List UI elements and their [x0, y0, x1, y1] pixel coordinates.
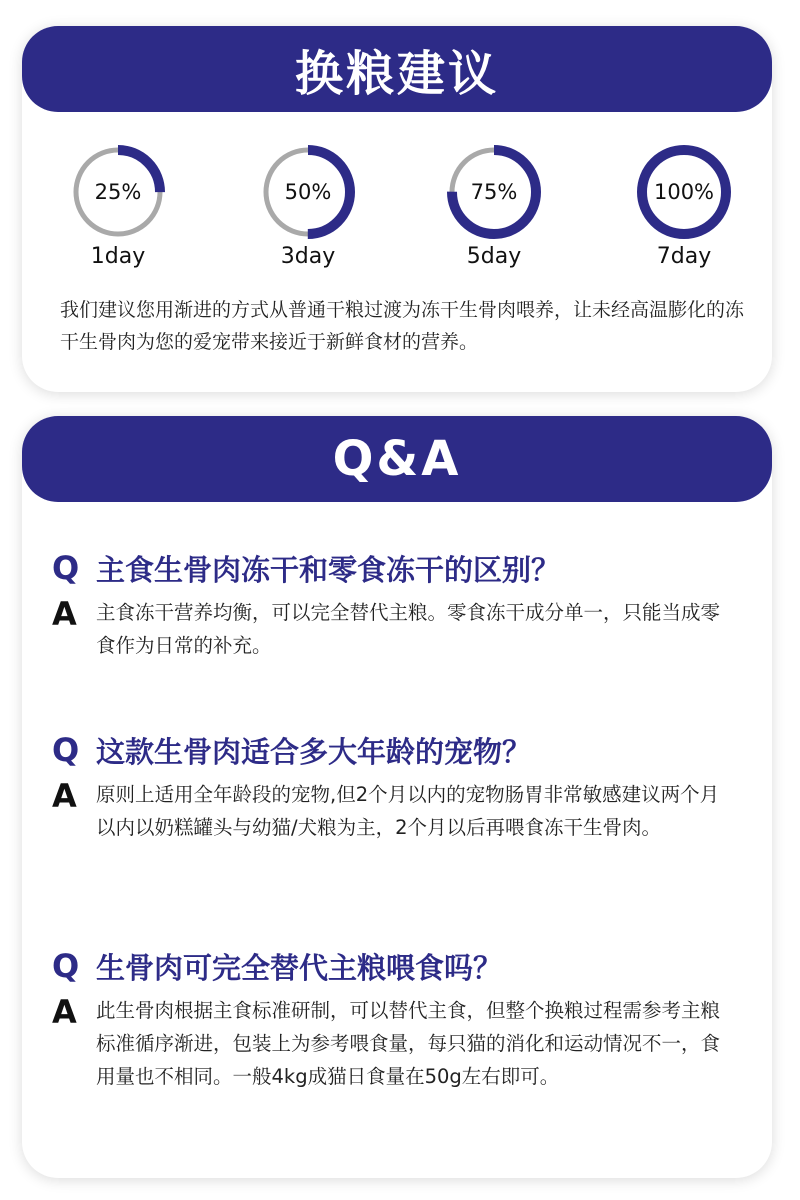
a-marker: A	[52, 993, 77, 1031]
qa-item	[52, 726, 762, 844]
progress-ring-5day	[446, 144, 542, 240]
qa-card	[22, 416, 772, 1178]
transition-title: 换粮建议	[22, 26, 772, 112]
q-marker: Q	[52, 731, 80, 769]
percent-label: 100%	[653, 180, 715, 204]
answer-text: 原则上适用全年龄段的宠物,但2个月以内的宠物肠胃非常敏感建议两个月以内以奶糕罐头与幼猫/犬粮为主，2个月以后再喂食冻干生骨肉。	[96, 783, 720, 839]
q-marker: Q	[52, 947, 80, 985]
day-label: 1day	[90, 244, 146, 269]
answer-text: 此生骨肉根据主食标准研制，可以替代主食，但整个换粮过程需参考主粮标准循序渐进，包装上为参考喂食量，每只猫的消化和运动情况不一，食用量也不相同。一般4kg成猫日食量在50g左右即可。	[96, 999, 721, 1088]
transition-card	[22, 26, 772, 392]
question-row	[52, 544, 762, 592]
percent-label: 50%	[284, 180, 332, 204]
qa-item	[52, 544, 762, 662]
progress-ring-3day	[260, 144, 356, 240]
progress-ring-1day	[70, 144, 166, 240]
progress-ring-7day	[636, 144, 732, 240]
question-row	[52, 726, 762, 774]
answer-row	[52, 776, 762, 844]
q-marker: Q	[52, 549, 80, 587]
percent-label: 25%	[94, 180, 142, 204]
a-marker: A	[52, 595, 77, 633]
day-label: 5day	[466, 244, 522, 269]
answer-row	[52, 992, 762, 1093]
transition-description: 我们建议您用渐进的方式从普通干粮过渡为冻干生骨肉喂养，让未经高温膨化的冻干生骨肉为您的爱宠带来接近于新鲜食材的营养。	[60, 299, 745, 353]
qa-item	[52, 942, 762, 1093]
question-text: 生骨肉可完全替代主粮喂食吗？	[96, 950, 503, 985]
question-text: 这款生骨肉适合多大年龄的宠物？	[96, 734, 532, 769]
qa-title: Q&A	[22, 416, 772, 502]
answer-row	[52, 594, 762, 662]
question-text: 主食生骨肉冻干和零食冻干的区别？	[96, 552, 561, 587]
day-label: 3day	[280, 244, 336, 269]
a-marker: A	[52, 777, 77, 815]
day-label: 7day	[656, 244, 712, 269]
percent-label: 75%	[470, 180, 518, 204]
answer-text: 主食冻干营养均衡，可以完全替代主粮。零食冻干成分单一，只能当成零食作为日常的补充。	[96, 601, 721, 657]
question-row	[52, 942, 762, 990]
